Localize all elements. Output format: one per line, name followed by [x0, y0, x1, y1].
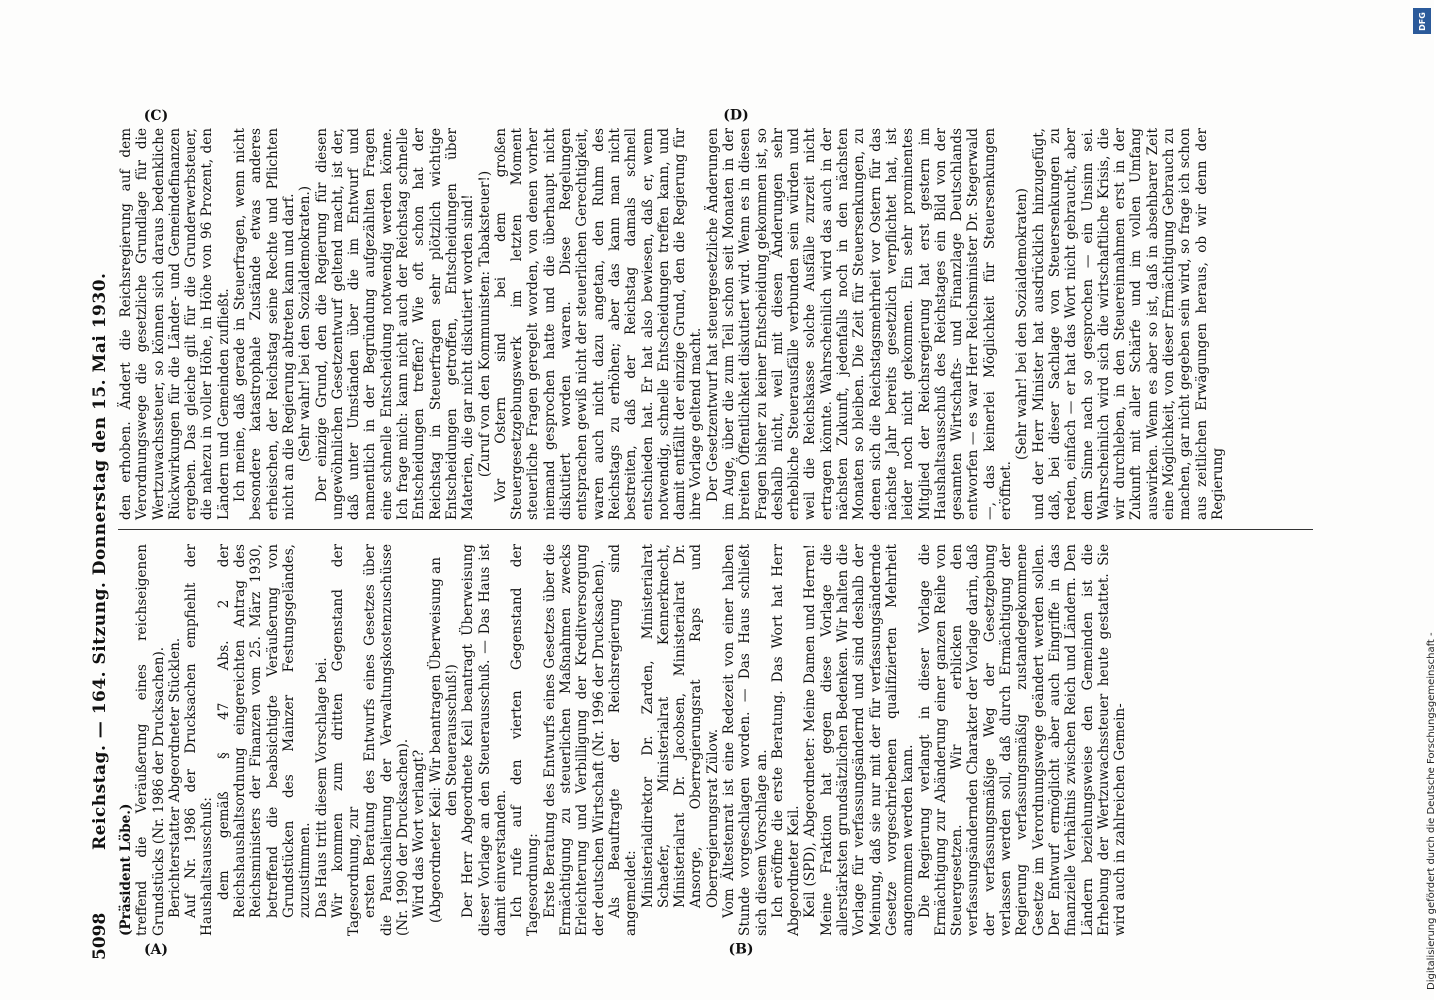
left-column — [118, 544, 1323, 936]
speech-paragraph: Keil (SPD), Abgeordneter: Meine Damen und Herren! Meine Fraktion hat gegen diese Vorlage die allerstärksten grundsätzlichen Bedenken. Wir halten die Vorlage für verfassungsändernd und sind deshalb der Meinung, daß sie nur mit der für verfassungsändernde Gesetze vorgeschriebenen qualifizierten Mehrheit angenommen werden kann. — [802, 544, 917, 936]
speech-paragraph: Der einzige Grund, den die Regierung für diesen ungewöhnlichen Gesetzentwurf geltend macht, ist der, daß unter Umständen über die im Entwurf und namentlich in der Begründung aufgezählten Fragen eine schnelle Entscheidung notwendig werden könne. Ich frage mich: kann nicht auch der Reichstag schnelle Entscheidungen treffen? Wie oft schon hat der Reichstag in Steuerfragen sehr plötzlich wichtige Entscheidungen getroffen, Entscheidungen über Materien, die gar nicht diskutiert worden sind! — [313, 128, 477, 520]
paragraph: Das Haus tritt diesem Vorschlage bei. — [313, 657, 330, 918]
paragraph: Wir kommen zum dritten Gegenstand der Tagesordnung, zur — [329, 544, 363, 936]
interjection: (Abgeordneter Keil: Wir beantragen Überweisung an den Steuerausschuß!) — [427, 557, 460, 924]
margin-marker-b: (B) — [728, 941, 754, 958]
interjection: (Sehr wahr! bei den Sozialdemokraten) — [1014, 188, 1031, 460]
dfg-logo — [1413, 8, 1431, 34]
column-divider — [118, 529, 1313, 530]
paragraph: Ich eröffne die erste Beratung. Das Wort hat Herr Abgeordneter Keil. — [769, 544, 803, 936]
speech-paragraph: und der Herr Minister hat ausdrücklich hinzugefügt, daß, bei dieser Sachlage von Steuersenkungen zu reden, einfach — er hat das Wort nicht gebraucht, aber dem Sinne nach so gesprochen — ein Unsinn sei. Wahrscheinlich wird sich die wirtschaftliche Krisis, die wir durchleben, in den Steuereinnahmen erst in der Zukunft mit aller Schärfe und im vollen Umfang auswirken. Wenn es aber so ist, daß in absehbarer Zeit eine Möglichkeit, von dieser Ermächtigung Gebrauch zu machen, gar nicht gegeben sein wird, so frage ich schon aus zeitlichen Erwägungen heraus, ob wir denn der Regierung — [1030, 128, 1226, 520]
right-column — [118, 128, 1323, 520]
speech-paragraph: Die Regierung verlangt in dieser Vorlage die Ermächtigung zur Abänderung einer ganzen Reihe von Steuergesetzen. Wir erblicken den verfassungsändernden Charakter der Vorlage darin, daß der verfassungsmäßige Weg der Gesetzgebung verlassen werden soll, daß durch Ermächtigung der Regierung verfassungsmäßig zustandegekommene Gesetze im Verordnungswege geändert werden sollen. Der Entwurf ermöglicht aber auch Eingriffe in das finanzielle Verhältnis zwischen Reich und Ländern. Den Ländern beziehungsweise den Gemeinden ist die Erhebung der Wertzuwachssteuer heute gestattet. Sie wird auch in zahlreichen Gemein- — [916, 544, 1129, 936]
interjection: (Sehr wahr! bei den Sozialdemokraten.) — [297, 185, 314, 463]
margin-marker-a: (A) — [143, 941, 169, 958]
paragraph: Der Herr Abgeordnete Keil beantragt Überweisung dieser Vorlage an den Steuerausschuß. — Das Haus ist damit einverstanden. — [460, 544, 509, 936]
speaker-note: (Präsident Löbe.) — [118, 803, 134, 936]
page-number: 5098 — [90, 912, 110, 960]
agenda-item: ersten Beratung des Entwurfs eines Gesetzes über die Pauschalierung der Verwaltungskostenzuschüsse (Nr. 1990 der Drucksachen). — [362, 544, 412, 936]
paragraph: Als Beauftragte der Reichsregierung sind angemeldet: — [606, 544, 640, 936]
paragraph: dem gemäß § 47 Abs. 2 der Reichshaushaltsordnung eingereichten Antrag des Reichsministers der Finanzen vom 25. März 1930, betreffend die beabsichtigte Veräußerung von Grundstücken des Mainzer Festungsgeländes, zuzustimmen. — [215, 544, 314, 918]
paragraph: Berichterstatter Abgeordneter Stücklen. — [166, 637, 183, 918]
digitization-credit: Digitalisierung gefördert durch die Deutsche Forschungsgemeinschaft - — [1426, 632, 1437, 990]
speech-paragraph: den erhoben. Ändert die Reichsregierung auf dem Verordnungswege die gesetzliche Grundlage für die Wertzuwachssteuer, so können sich daraus bedenkliche Rückwirkungen für die Länder- und Gemeindefinanzen ergeben. Das gleiche gilt für die Grunderwerbsteuer, die nahezu in voller Höhe, in Höhe von 96 Prozent, den Ländern und Gemeinden zufließt. — [118, 128, 232, 520]
speech-paragraph: Der Gesetzentwurf hat steuergesetzliche Änderungen im Auge, über die zum Teil schon seit Monaten in der breiten Öffentlichkeit diskutiert wird. Wenn es in diesen Fragen bisher zu keiner Entscheidung gekommen ist, so deshalb nicht, weil mit diesen Änderungen sehr erhebliche Steuerausfälle verbunden sein würden und weil die Reichskasse solche Ausfälle zurzeit nicht ertragen könnte. Wahrscheinlich wird das auch in der nächsten Zukunft, jedenfalls noch in den nächsten Monaten so bleiben. Die Zeit für Steuersenkungen, zu denen sich die Reichstagsmehrheit vor Ostern für das nächste Jahr bereits gesetzlich verpflichtet hat, ist leider noch nicht gekommen. Ein sehr prominentes Mitglied der Reichsregierung hat erst gestern im Haushaltsausschuß des Reichstages ein Bild von der gesamten Wirtschafts- und Finanzlage Deutschlands entworfen — es war Herr Reichsminister Dr. Stegerwald —, das keinerlei Möglichkeit für Steuersenkungen eröffnet. — [704, 128, 1015, 520]
paragraph: Wird das Wort verlangt? — [411, 749, 428, 918]
paragraph: treffend die Veräußerung eines reichseigenen Grundstücks (Nr. 1986 der Drucksachen). — [134, 544, 167, 936]
speech-paragraph: Ich meine, daß gerade in Steuerfragen, wenn nicht besondere katastrophale Zustände etwas anderes erheischen, der Reichstag seine Rechte und Pflichten nicht an die Regierung abtreten kann und darf. — [232, 128, 297, 520]
paragraph: Auf Nr. 1986 der Drucksachen empfiehlt der Haushaltsausschuß: — [183, 544, 216, 936]
speech-paragraph: Vor Ostern sind bei dem großen Steuergesetzgebungswerk im letzten Moment steuerliche Fragen geregelt worden, von denen vorher niemand gesprochen hatte und die überhaupt nicht diskutiert worden waren. Diese Regelungen entsprachen gewiß nicht der steuerlichen Gerechtigkeit, waren auch nicht dazu angetan, den Ruhm des Reichstags zu erhöhen; aber das kann man nicht bestreiten, daß der Reichstag damals schnell entschieden hat. Er hat also bewiesen, daß er, wenn notwendig, schnelle Entscheidungen treffen kann, und damit entfällt der einzige Grund, den die Regierung für ihre Vorlage geltend macht. — [492, 128, 705, 520]
paragraph: Ich rufe auf den vierten Gegenstand der Tagesordnung: — [509, 544, 542, 936]
interjection: (Zuruf von den Kommunisten: Tabaksteuer!) — [476, 170, 493, 478]
margin-marker-c: (C) — [143, 107, 169, 124]
rotated-page-content — [88, 40, 1328, 960]
running-title: Reichstag. — 164. Sitzung. Donnerstag den 15. Mai 1930. — [90, 272, 110, 850]
dfg-logo-text: DFG — [1417, 11, 1427, 31]
page-header — [88, 60, 116, 960]
officials-list: Ministerialdirektor Dr. Zarden, Ministerialrat Schaefer, Ministerialrat Kennerknecht, Ministerialrat Dr. Jacobsen, Ministerialrat Dr. Ansorge, Oberregierungsrat Raps und Oberregierungsrat Zülow. — [639, 544, 721, 908]
margin-marker-d: (D) — [723, 107, 749, 124]
paragraph: Vom Ältestenrat ist eine Redezeit von einer halben Stunde vorgeschlagen worden. — Das Haus schließt sich diesem Vorschlage an. — [720, 544, 770, 936]
agenda-item: Erste Beratung des Entwurfs eines Gesetzes über die Ermächtigung zu steuerlichen Maßnahmen zwecks Erleichterung und Verbilligung der Kreditversorgung der deutschen Wirtschaft (Nr. 1996 der Drucksachen). — [541, 544, 607, 936]
